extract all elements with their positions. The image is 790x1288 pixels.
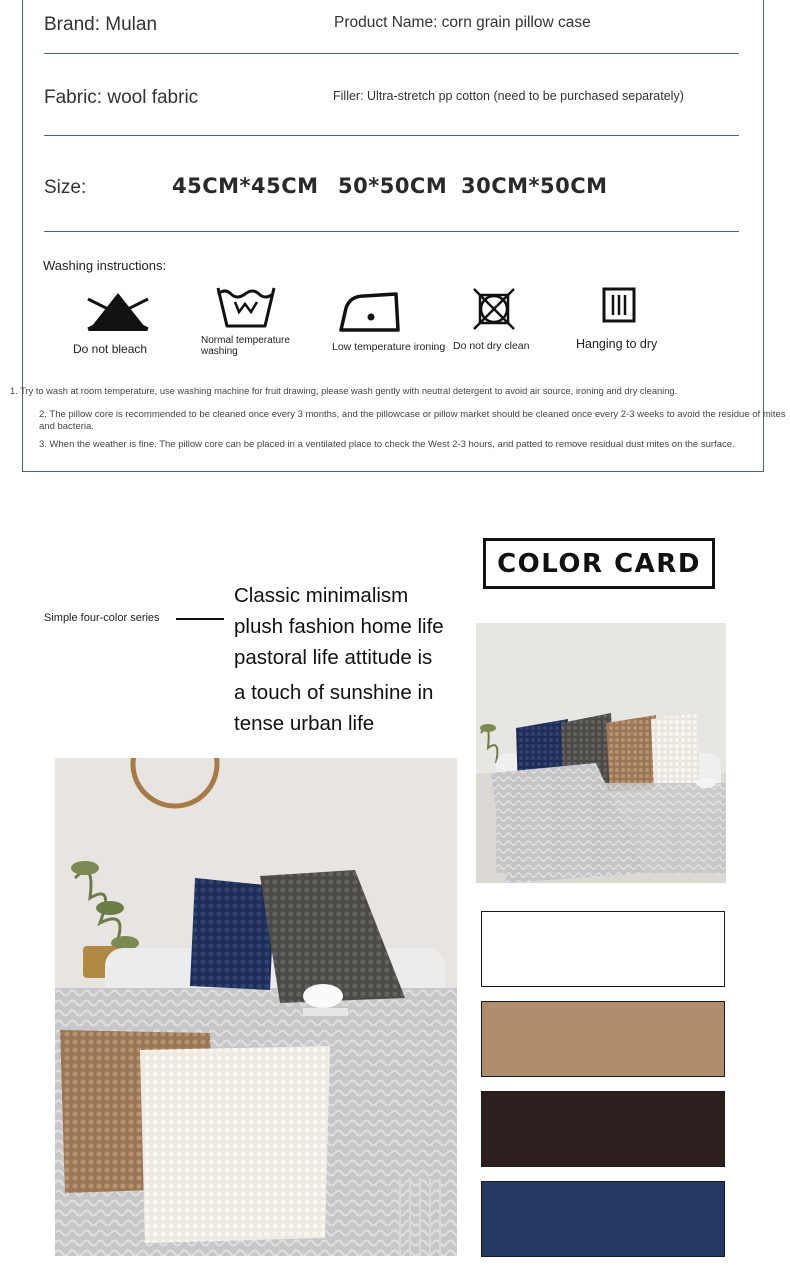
- tagline-line: a touch of sunshine in: [234, 681, 434, 704]
- filler-text: Filler: Ultra-stretch pp cotton (need to be purchased separately): [333, 89, 684, 103]
- wash-caption-line: Normal temperature: [201, 335, 290, 346]
- product-photo-large: [55, 758, 457, 1256]
- tagline: [234, 580, 444, 739]
- color-swatch-navy: [481, 1181, 725, 1257]
- low-temperature-ironing-icon: [338, 290, 400, 332]
- size-label: Size:: [44, 177, 87, 198]
- size-option: 50*50CM: [338, 174, 448, 198]
- product-name-text: Product Name: corn grain pillow case: [334, 14, 591, 31]
- series-connector-line: [176, 618, 224, 620]
- color-swatch-dark-brown: [481, 1091, 725, 1167]
- spec-table: [22, 0, 764, 472]
- do-not-bleach-icon: [84, 291, 152, 333]
- care-note: 3. When the weather is fine. The pillow core can be placed in a ventilated place to check the West 2-3 hours, and patted to remove residual dust mites on the surface.: [39, 439, 735, 450]
- tagline-line: tense urban life: [234, 712, 375, 735]
- size-option: 45CM*45CM: [172, 174, 319, 198]
- brand-text: Brand: Mulan: [44, 14, 158, 35]
- color-swatch-tan: [481, 1001, 725, 1077]
- color-swatch-white: [481, 911, 725, 987]
- wash-caption: [201, 335, 290, 357]
- color-card-title: COLOR CARD: [483, 538, 715, 589]
- do-not-dry-clean-icon: [472, 287, 516, 331]
- normal-temperature-washing-icon: [215, 282, 277, 330]
- divider: [44, 231, 739, 232]
- hanging-to-dry-icon: [602, 287, 636, 323]
- product-photo-small: [476, 623, 726, 883]
- wash-caption: Hanging to dry: [576, 337, 658, 351]
- tagline-line: pastoral life attitude is: [234, 646, 433, 669]
- divider: [44, 135, 739, 136]
- wash-caption: Do not bleach: [73, 342, 148, 356]
- wash-caption-line: washing: [201, 346, 238, 357]
- care-note: 1. Try to wash at room temperature, use washing machine for fruit drawing, please wash gently with neutral detergent to avoid air source, ironing and dry cleaning.: [10, 386, 678, 396]
- wash-caption: Do not dry clean: [453, 340, 530, 352]
- tagline-line: Classic minimalism: [234, 584, 409, 607]
- fabric-text: Fabric: wool fabric: [44, 87, 199, 108]
- care-note: 2. The pillow core is recommended to be cleaned once every 3 months, and the pillowcase or pillow market should be cleaned once every 2-3 weeks to avoid the residue of mites and bacteria.: [39, 409, 786, 432]
- washing-title: Washing instructions:: [43, 258, 167, 273]
- wash-caption: Low temperature ironing: [332, 341, 446, 353]
- series-label: Simple four-color series: [44, 612, 160, 624]
- tagline-line: plush fashion home life: [234, 615, 444, 638]
- size-option: 30CM*50CM: [461, 174, 608, 198]
- divider: [44, 53, 739, 54]
